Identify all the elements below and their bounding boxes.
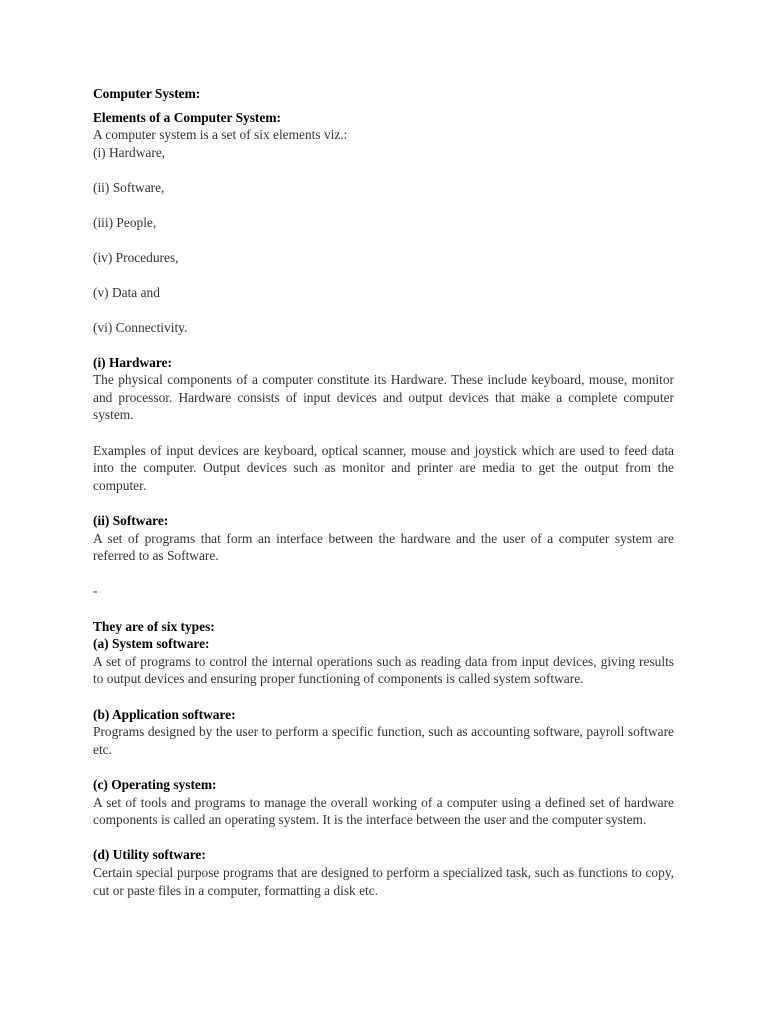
list-item: (ii) Software, [93,179,165,195]
system-software-heading: (a) System software: [93,636,210,652]
hardware-heading: (i) Hardware: [93,354,172,370]
application-software-heading: (b) Application software: [93,706,236,722]
operating-system-paragraph: A set of tools and programs to manage the overall working of a computer using a defined set of hardware components is called an operating system. It is the interface between the user and the computer system. [93,794,674,828]
list-item: (vi) Connectivity. [93,319,188,335]
list-item: (v) Data and [93,284,160,300]
hardware-paragraph-2: Examples of input devices are keyboard, optical scanner, mouse and joystick which are used to feed data into the computer. Output devices such as monitor and printer are media to get the output from the computer. [93,442,674,493]
hardware-paragraph-1: The physical components of a computer constitute its Hardware. These include keyboard, mouse, monitor and processor. Hardware consists of input devices and output devices that make a complete computer system. [93,372,674,423]
utility-software-paragraph: Certain special purpose programs that are designed to perform a specialized task, such as functions to copy, cut or paste files in a computer, formatting a disk etc. [93,864,674,898]
elements-heading: Elements of a Computer System: [93,109,281,125]
types-heading: They are of six types: [93,618,215,634]
elements-list [93,144,674,337]
elements-intro: A computer system is a set of six elements viz.: [93,127,348,143]
document-page [93,85,674,899]
list-item: (iv) Procedures, [93,249,179,265]
software-heading: (ii) Software: [93,513,169,529]
dash-separator: - [93,583,98,599]
list-item: (iii) People, [93,214,157,230]
list-item: (i) Hardware, [93,144,166,160]
software-paragraph: A set of programs that form an interface between the hardware and the user of a computer system are referred to as Software. [93,530,674,564]
system-software-paragraph: A set of programs to control the internal operations such as reading data from input devices, giving results to output devices and ensuring proper functioning of components is called system software. [93,653,674,687]
application-software-paragraph: Programs designed by the user to perform a specific function, such as accounting software, payroll software etc. [93,724,674,757]
utility-software-heading: (d) Utility software: [93,847,206,863]
operating-system-heading: (c) Operating system: [93,776,217,792]
document-title: Computer System: [93,86,201,101]
